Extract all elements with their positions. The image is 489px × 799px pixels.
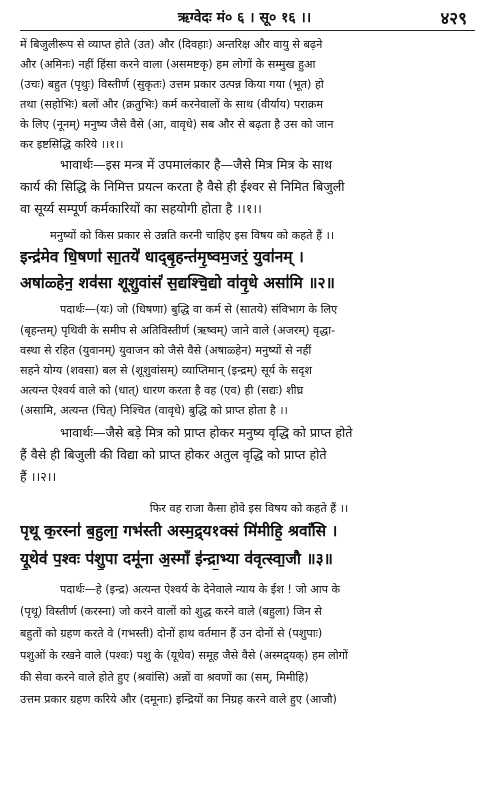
text-line: बहुतों को ग्रहण करते वे (गभस्ती) दोनों हाथ वर्तमान हैं उन दोनों से (पशुपाः) — [20, 627, 323, 640]
header-rule — [20, 30, 475, 31]
running-title: ऋग्वेदः मं० ६ । सू० १६ ।। — [177, 10, 312, 26]
mantra-line: अषा॑ळ्हेन॒ शव॑सा शूशु॒वांसं॑ स॒द्यश्चि॒द्यो वा॑वृ॒धे असा॑मि ॥२॥ — [20, 274, 335, 292]
text-line: में बिजुलीरूप से व्याप्त होते (उत) और (दिवहाः) अन्तरिक्ष और वायु से बढ़ने — [20, 38, 323, 51]
text-line: की सेवा करने वाले होते हुए (श्रवांसि) अन्नों वा श्रवणों का (सम्, मिमीहि) — [20, 671, 309, 684]
text-line: तथा (सहोभिः) बलों और (क्रतुभिः) कर्म करनेवालों के साथ (वीर्याय) पराक्रम — [20, 98, 324, 111]
bhavarth-line: हैं ।।२।। — [20, 469, 57, 484]
padarth-line: पदार्थः—(यः) जो (धिषणा) बुद्धि वा कर्म से (सातये) संविभाग के लिए — [60, 303, 338, 316]
bhavarth-line: भावार्थः—इस मन्त्र में उपमालंकार है—जैसे मित्र मित्र के साथ — [60, 157, 332, 172]
text-line: अत्यन्त ऐश्वर्य वाले को (धात्) धारण करता है वह (एव) ही (सद्यः) शीघ्र — [20, 384, 304, 397]
text-line: (असामि, अत्यन्त (चित्) निश्चित (वावृधे) बुद्धि को प्राप्त होता है ।। — [20, 404, 288, 417]
page-number: ४२९ — [440, 9, 467, 29]
bhavarth-line: वा सूर्य्य सम्पूर्ण कर्मकारियों का सहयोगी होता है ।।१।। — [20, 201, 262, 216]
mantra-line: यू॒थेव॑ प॒श्वः प॑शु॒पा दमू॑ना अ॒स्माँ इ॑न्द्रा॒भ्या व॑वृत्स्वा॒जौ ॥३॥ — [20, 550, 333, 568]
mantra-line: इन्द्र॑मेव धि॒षणा॑ सा॒तये॑ धाद्बृ॒हन्त॑मृ॒ष्वम॒जरं॒ युवा॑नम् । — [20, 248, 304, 266]
text-line: (उचः) बहुत (पृथुः) विस्तीर्ण (सुकृतः) उत्तम प्रकार उत्पन्न किया गया (भूत) हो — [20, 78, 324, 91]
text-line: (पृथू) विस्तीर्ण (करस्ना) जो करने वालों को शुद्ध करने वाले (बहुला) जिन से — [20, 605, 322, 618]
bhavarth-line: हैं वैसे ही बिजुली की विद्या को प्राप्त होकर अतुल वृद्धि को प्राप्त होते — [20, 447, 327, 462]
mantra-line: पृथू क॒रस्ना॑ ब॒हुला॒ गभ॑स्ती अस्म॒द्र्य१क्सं मि॑मीहि॒ श्रवां॑सि । — [20, 522, 338, 540]
text-line: और (अमिनः) नहीं हिंसा करने वाला (असमष्टकृ) हम लोगों के सम्मुख हुआ — [20, 58, 316, 71]
text-line: सहने योग्य (शवसा) बल से (शूशुवांसम्) व्याप्तिमान् (इन्द्रम्) सूर्य के सदृश — [20, 364, 312, 377]
bhavarth-line: कार्य की सिद्धि के निमित्त प्रयत्न करता है वैसे ही ईश्वर से निमित बिजुली — [20, 179, 345, 194]
text-line: कर इष्टसिद्धि करिये ।।१।। — [20, 138, 124, 151]
text-line: के लिए (नूनम्) मनुष्य जैसे वैसे (आ, वावृधे) सब और से बढ़ता है उस को जान — [20, 118, 334, 131]
intro-line: मनुष्यों को किस प्रकार से उन्नति करनी चाहिए इस विषय को कहते हैं ।। — [50, 229, 335, 242]
padarth-line: पदार्थः—हे (इन्द्र) अत्यन्त ऐश्वर्य के देनेवाले न्याय के ईश ! जो आप के — [60, 583, 341, 596]
intro-line: फिर वह राजा कैसा होवे इस विषय को कहते हैं ।। — [149, 502, 349, 515]
text-line: पशुओं के रखने वाले (पश्वः) पशु के (यूथेव) समूह जैसे वैसे (अस्मद्र्यक्) हम लोगों — [20, 649, 348, 662]
text-line: (बृहन्तम्) पृथिवी के समीप से अतिविस्तीर्ण (ऋष्वम्) जाने वाले (अजरम्) वृद्धा- — [20, 324, 336, 337]
text-line: उत्तम प्रकार ग्रहण करिये और (दमूनाः) इन्द्रियों का निग्रह करने वाले हुए (आजौ) — [20, 693, 337, 706]
text-line: वस्था से रहित (युवानम्) युवाजन को जैसे वैसे (अषाळ्हेन) मनुष्यों से नहीं — [20, 344, 312, 357]
page-header — [0, 6, 489, 28]
bhavarth-line: भावार्थः—जैसे बड़े मित्र को प्राप्त होकर मनुष्य वृद्धि को प्राप्त होते — [60, 425, 353, 440]
